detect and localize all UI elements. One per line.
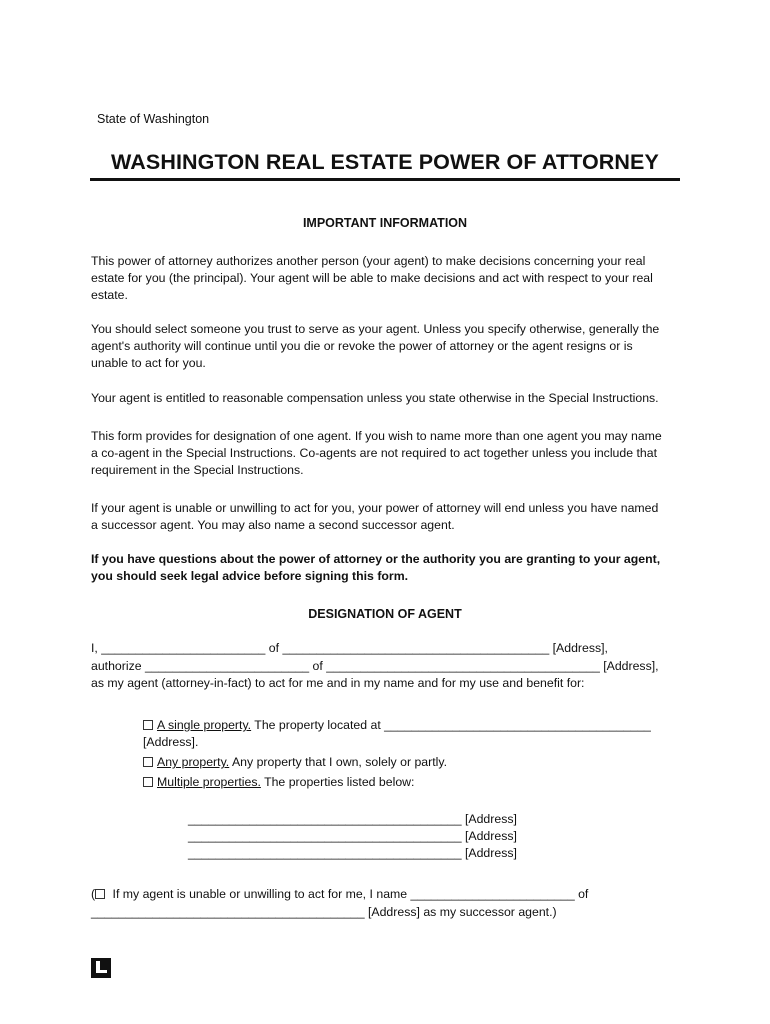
- paragraph-select-agent: You should select someone you trust to serve as your agent. Unless you specify otherwise, generally the agent's authority will continue until you die or revoke the power of attorney or the agent resigns or is unable to act for you.: [91, 322, 660, 370]
- property-address-1[interactable]: ________________________________________ [Address]: [188, 812, 517, 826]
- paragraph-legal-advice: If you have questions about the power of attorney or the authority you are granting to your agent, you should seek legal advice before signing this form.: [91, 552, 661, 583]
- single-property-label: A single property.: [157, 718, 252, 732]
- multiple-properties-label: Multiple properties.: [157, 775, 261, 789]
- multiple-properties-checkbox[interactable]: [143, 777, 153, 787]
- successor-line-2[interactable]: ________________________________________ [Address] as my successor agent.): [91, 905, 557, 919]
- document-title: WASHINGTON REAL ESTATE POWER OF ATTORNEY: [111, 150, 659, 174]
- successor-line-1[interactable]: If my agent is unable or unwilling to act for me, I name ________________________ of: [109, 887, 589, 901]
- paragraph-compensation: Your agent is entitled to reasonable compensation unless you state otherwise in the Special Instructions.: [91, 391, 659, 405]
- paragraph-successor: If your agent is unable or unwilling to act for you, your power of attorney will end unless you have named a successor agent. You may also name a second successor agent.: [91, 501, 659, 532]
- single-property-checkbox[interactable]: [143, 720, 153, 730]
- title-underline: [90, 178, 680, 181]
- single-property-address: [Address].: [143, 735, 199, 749]
- state-label: State of Washington: [97, 112, 210, 126]
- property-address-2[interactable]: ________________________________________ [Address]: [188, 829, 517, 843]
- paragraph-authorization: This power of attorney authorizes another person (your agent) to make decisions concerning your real estate for you (the principal). Your agent will be able to make decisions and act with respect to your real estate.: [91, 254, 653, 302]
- designation-block: [91, 640, 691, 693]
- option-single-property: A single property. The property located at _______________________________________ [Address].: [143, 717, 683, 751]
- option-any-property: Any property. Any property that I own, solely or partly.: [143, 754, 683, 771]
- any-property-checkbox[interactable]: [143, 757, 153, 767]
- agent-line[interactable]: authorize ________________________ of ________________________________________ [Address],: [91, 658, 659, 673]
- successor-agent-block: ( If my agent is unable or unwilling to act for me, I name ________________________ of ________________________________________ [Address] as my successor agent.): [91, 885, 691, 921]
- brand-logo-icon: [91, 958, 111, 978]
- option-multiple-properties: Multiple properties. The properties listed below:: [143, 774, 683, 791]
- important-heading: IMPORTANT INFORMATION: [302, 216, 468, 230]
- successor-checkbox[interactable]: [95, 889, 105, 899]
- property-address-3[interactable]: ________________________________________ [Address]: [188, 846, 517, 860]
- paragraph-co-agent: This form provides for designation of one agent. If you wish to name more than one agent you may name a co-agent in the Special Instructions. Co-agents are not required to act together unless you include that requirement in the Special Instructions.: [91, 429, 662, 477]
- principal-line[interactable]: I, ________________________ of _______________________________________ [Address],: [91, 641, 608, 655]
- any-property-label: Any property.: [157, 755, 230, 769]
- purpose-line: as my agent (attorney-in-fact) to act for me and in my name and for my use and benefit for:: [91, 676, 585, 690]
- designation-heading: DESIGNATION OF AGENT: [308, 607, 462, 621]
